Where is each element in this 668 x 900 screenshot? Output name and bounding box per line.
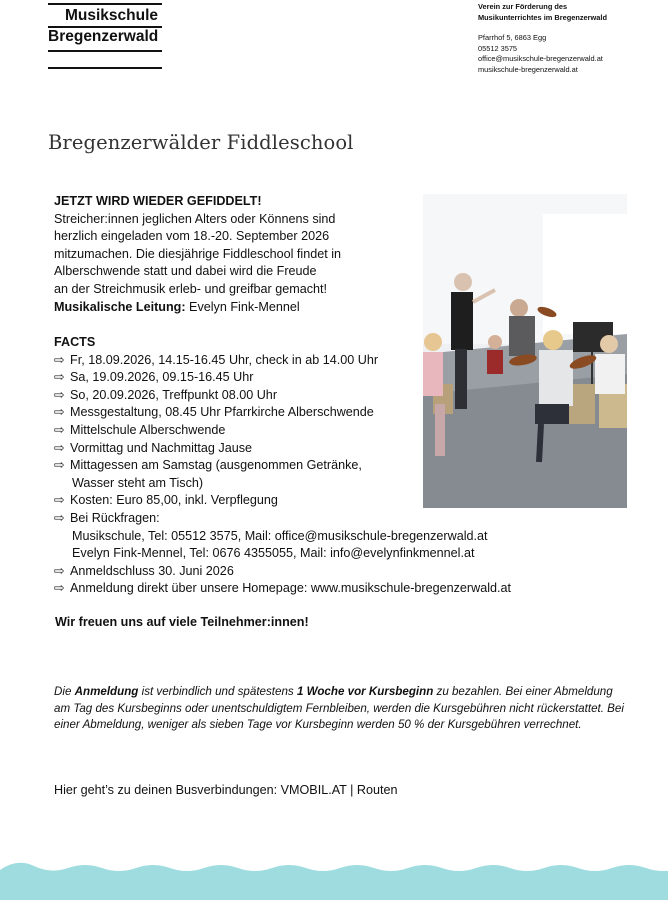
closing-line: Wir freuen uns auf viele Teilnehmer:innen! [55, 615, 309, 629]
bottom-wave-decoration [0, 856, 668, 900]
arrow-icon: ⇨ [54, 440, 65, 455]
fact-text: Sa, 19.09.2026, 09.15-16.45 Uhr [70, 370, 254, 385]
fact-text: Bei Rückfragen: [70, 510, 160, 525]
rehearsal-illustration [423, 194, 627, 508]
wave-shape [0, 863, 668, 900]
fact-text: Anmeldung direkt über unsere Homepage: www.musikschule-bregenzerwald.at [70, 581, 512, 596]
intro-line: Streicher:innen jeglichen Alters oder Könnens sind [54, 211, 336, 226]
page-title: Bregenzerwälder Fiddleschool [48, 131, 354, 154]
intro-headline: JETZT WIRD WIEDER GEFIDDELT! [54, 194, 262, 208]
arrow-icon: ⇨ [54, 493, 65, 508]
arrow-icon: ⇨ [54, 387, 65, 402]
intro-line: an der Streichmusik erleb- und greifbar gemacht! [54, 281, 327, 296]
terms-text: Die [54, 685, 75, 698]
terms-bold: Anmeldung [74, 685, 139, 698]
association-info [478, 2, 663, 75]
leitung-label: Musikalische Leitung: [54, 299, 186, 314]
arrow-icon: ⇨ [54, 352, 65, 367]
logo-line-base [48, 67, 162, 69]
bus-connections-link[interactable]: Hier geht’s zu deinen Busverbindungen: VMOBIL.AT | Routen [54, 783, 398, 797]
arrow-icon: ⇨ [54, 422, 65, 437]
fact-text: Fr, 18.09.2026, 14.15-16.45 Uhr, check in ab 14.00 Uhr [70, 352, 379, 367]
intro-line: mitzumachen. Die diesjährige Fiddleschool findet in [54, 246, 342, 261]
intro-line: Alberschwende statt und dabei wird die Freude [54, 264, 317, 279]
logo-line1: Musikschule [65, 7, 159, 24]
leitung-line [54, 299, 424, 317]
association-phone: 05512 3575 [478, 43, 518, 53]
fact-text: Anmeldschluss 30. Juni 2026 [70, 563, 234, 578]
arrow-icon: ⇨ [54, 405, 65, 420]
facts-heading: FACTS [54, 335, 96, 349]
fact-continuation: Wasser steht am Tisch) [72, 475, 204, 490]
contact-evelyn: Evelyn Fink-Mennel, Tel: 0676 4355055, Mail: info@evelynfinkmennel.at [72, 546, 475, 561]
association-email[interactable]: office@musikschule-bregenzerwald.at [478, 54, 603, 63]
association-name-1: Verein zur Förderung des [478, 2, 568, 11]
fact-text: Mittelschule Alberschwende [70, 422, 226, 437]
association-address: Pfarrhof 5, 6863 Egg [478, 33, 547, 42]
terms-text: ist verbindlich und spätestens [138, 685, 297, 698]
logo-line-bottom [48, 50, 162, 52]
terms-bold: 1 Woche vor Kursbeginn [296, 685, 434, 698]
rehearsal-photo [423, 194, 627, 508]
fact-text: Messgestaltung, 08.45 Uhr Pfarrkirche Alberschwende [70, 405, 374, 420]
contact-musikschule: Musikschule, Tel: 05512 3575, Mail: office@musikschule-bregenzerwald.at [72, 528, 488, 543]
arrow-icon: ⇨ [54, 370, 65, 385]
logo-line-top [48, 3, 162, 5]
fact-item [54, 510, 614, 563]
terms-paragraph [54, 684, 629, 734]
intro-block [54, 193, 424, 316]
terms-text: zu bezahlen. Bei einer Abmeldung am Tag des Kursbeginns oder unentschuldigtem Fernbleiben, werden die Kursgebühren nicht rückerstattet. Bei einer Abmeldung, weniger als sieben Tage vor Kursbeginn werden 50 % der Kursgebühren verrechnet. [54, 685, 624, 732]
fact-text: Mittagessen am Samstag (ausgenommen Getränke, [70, 458, 362, 473]
arrow-icon: ⇨ [54, 458, 65, 473]
arrow-icon: ⇨ [54, 563, 65, 578]
association-website[interactable]: musikschule-bregenzerwald.at [478, 64, 578, 74]
fact-item [54, 580, 614, 598]
fact-item [54, 563, 614, 581]
fact-text: Vormittag und Nachmittag Jause [70, 440, 253, 455]
association-name-2: Musikunterrichtes im Bregenzerwald [478, 12, 607, 22]
arrow-icon: ⇨ [54, 510, 65, 525]
leitung-value: Evelyn Fink-Mennel [185, 299, 300, 314]
logo-line2: Bregenzerwald [48, 28, 159, 45]
intro-line: herzlich eingeladen vom 18.-20. September 2026 [54, 229, 330, 244]
fact-text: So, 20.09.2026, Treffpunkt 08.00 Uhr [70, 387, 278, 402]
arrow-icon: ⇨ [54, 581, 65, 596]
fact-text: Kosten: Euro 85,00, inkl. Verpflegung [70, 493, 278, 508]
